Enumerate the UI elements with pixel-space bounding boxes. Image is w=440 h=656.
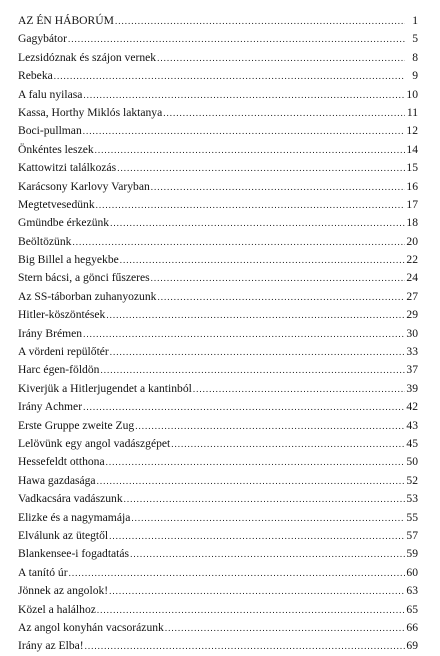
toc-entry-title: Harc égen-földön [18, 363, 100, 377]
dot-leader [68, 30, 405, 48]
toc-entry [18, 178, 418, 196]
toc-entry [18, 417, 418, 435]
toc-entry-title: Lelövünk egy angol vadászgépet [18, 436, 171, 450]
toc-entry-title: Megtetvesedünk [18, 197, 95, 211]
toc-entry [18, 86, 418, 104]
toc-entry-page-number: 30 [406, 326, 418, 340]
dot-leader [165, 619, 405, 637]
toc-entry-title: Elizke és a nagymamája [18, 510, 131, 524]
toc-entry-page-number: 1 [412, 14, 418, 27]
dot-leader [193, 380, 405, 398]
toc-entry [18, 361, 418, 379]
toc-entry [18, 490, 418, 508]
toc-entry-title: Gagybátor [18, 32, 67, 46]
toc-entry-title: Blankensee-i fogadtatás [18, 547, 130, 561]
toc-entry-title: Big Billel a hegyekbe [18, 253, 119, 267]
toc-entry-page-number: 59 [406, 547, 418, 561]
toc-entry [18, 472, 418, 490]
toc-entry-page-number: 42 [406, 400, 418, 414]
toc-entry-title: Stern bácsi, a gönci fűszeres [18, 271, 150, 285]
toc-entry [18, 288, 418, 306]
toc-entry-page-number: 22 [406, 253, 418, 267]
toc-entry [18, 435, 418, 453]
toc-entry-title: Hawa gazdasága [18, 473, 96, 487]
toc-entry [18, 509, 418, 527]
dot-leader [83, 398, 405, 416]
toc-entry-title: Jönnek az angolok! [18, 584, 109, 598]
dot-leader [54, 67, 405, 85]
toc-entry-page-number: 17 [406, 197, 418, 211]
toc-entry-title: Kassa, Horthy Miklós laktanya [18, 105, 163, 119]
toc-entry-page-number: 65 [406, 602, 418, 616]
dot-leader [106, 306, 405, 324]
toc-entry [18, 380, 418, 398]
toc-entry [18, 141, 418, 159]
toc-entry-page-number: 18 [406, 216, 418, 230]
toc-entry-page-number: 53 [406, 492, 418, 506]
toc-entry [18, 196, 418, 214]
dot-leader [69, 564, 405, 582]
toc-entry-page-number: 66 [406, 620, 418, 634]
toc-entry-page-number: 63 [406, 584, 418, 598]
toc-entry-page-number: 57 [406, 528, 418, 542]
toc-entry [18, 233, 418, 251]
dot-leader [163, 104, 405, 122]
toc-entry [18, 453, 418, 471]
toc-entry [18, 122, 418, 140]
toc-entry-page-number: 43 [406, 418, 418, 432]
toc-entry-page-number: 11 [406, 105, 418, 119]
toc-entry-title: Irány Achmer [18, 400, 83, 414]
toc-entry-page-number: 24 [406, 271, 418, 285]
dot-leader [97, 601, 405, 619]
toc-entry-page-number: 50 [406, 455, 418, 469]
dot-leader [135, 417, 405, 435]
toc-entry [18, 104, 418, 122]
toc-entry-title: Karácsony Karlovy Varyban [18, 179, 150, 193]
toc-entry-page-number: 45 [406, 436, 418, 450]
toc-entry-title: Elválunk az ütegtől [18, 528, 109, 542]
dot-leader [95, 141, 405, 159]
toc-entry-title: A tanító úr [18, 565, 68, 579]
toc-entry [18, 306, 418, 324]
toc-entry-page-number: 16 [406, 179, 418, 193]
toc-entry [18, 67, 418, 85]
toc-entry [18, 545, 418, 563]
toc-entry-page-number: 29 [406, 308, 418, 322]
toc-entry [18, 343, 418, 361]
dot-leader [130, 545, 405, 563]
toc-entry-page-number: 52 [406, 473, 418, 487]
dot-leader [96, 196, 405, 214]
toc-entry-page-number: 55 [406, 510, 418, 524]
toc-entry-title: AZ ÉN HÁBORÚM [18, 14, 114, 27]
toc-entry [18, 30, 418, 48]
dot-leader [83, 325, 405, 343]
dot-leader [131, 509, 405, 527]
toc-entry [18, 398, 418, 416]
toc-entry [18, 582, 418, 600]
toc-entry-title: Beöltözünk [18, 234, 72, 248]
toc-entry-title: Kiverjük a Hitlerjugendet a kantinból [18, 381, 192, 395]
dot-leader [83, 86, 405, 104]
toc-entry-title: Önkéntes leszek [18, 142, 94, 156]
toc-entry-title: Rebeka [18, 69, 53, 83]
toc-entry-page-number: 37 [406, 363, 418, 377]
toc-entry-page-number: 33 [406, 345, 418, 359]
toc-entry-page-number: 39 [406, 381, 418, 395]
dot-leader [120, 251, 405, 269]
toc-entry-page-number: 10 [406, 87, 418, 101]
dot-leader [72, 233, 405, 251]
toc-entry-title: Vadkacsára vadászunk [18, 492, 123, 506]
toc-entry-title: A falu nyilasa [18, 87, 83, 101]
dot-leader [97, 472, 405, 490]
toc-entry-page-number: 27 [406, 289, 418, 303]
toc-entry [18, 12, 418, 30]
toc-entry [18, 637, 418, 655]
dot-leader [117, 159, 405, 177]
dot-leader [171, 435, 405, 453]
toc-entry-page-number: 15 [406, 161, 418, 175]
toc-entry-title: Erste Gruppe zweite Zug [18, 418, 135, 432]
dot-leader [110, 343, 405, 361]
dot-leader [110, 214, 405, 232]
toc-entry-title: Az SS-táborban zuhanyozunk [18, 289, 157, 303]
toc-entry-title: Boci-pullman [18, 124, 82, 138]
dot-leader [157, 288, 405, 306]
toc-entry [18, 564, 418, 582]
toc-entry-page-number: 5 [412, 32, 418, 46]
toc-entry-page-number: 12 [406, 124, 418, 138]
toc-entry [18, 159, 418, 177]
toc-entry-title: Irány az Elba! [18, 639, 84, 653]
dot-leader [151, 178, 405, 196]
dot-leader [124, 490, 405, 508]
dot-leader [109, 582, 405, 600]
toc-entry [18, 251, 418, 269]
dot-leader [157, 49, 405, 67]
dot-leader [106, 453, 405, 471]
toc-entry-page-number: 60 [406, 565, 418, 579]
dot-leader [151, 269, 405, 287]
dot-leader [83, 122, 405, 140]
toc-entry-page-number: 14 [406, 142, 418, 156]
toc-entry [18, 527, 418, 545]
toc-entry-title: Közel a halálhoz [18, 602, 96, 616]
dot-leader [100, 361, 405, 379]
toc-entry-page-number: 8 [412, 50, 418, 64]
toc-entry-title: Lezsidóznak és szájon vernek [18, 50, 157, 64]
toc-entry-title: Kattowitzi találkozás [18, 161, 117, 175]
dot-leader [109, 527, 405, 545]
toc-entry-page-number: 20 [406, 234, 418, 248]
toc-entry [18, 619, 418, 637]
toc-entry [18, 214, 418, 232]
toc-entry-title: Irány Brémen [18, 326, 83, 340]
toc-entry [18, 601, 418, 619]
toc-entry [18, 325, 418, 343]
toc-entry-title: Hitler-köszöntések [18, 308, 106, 322]
toc-entry [18, 49, 418, 67]
toc-entry-page-number: 9 [412, 69, 418, 83]
dot-leader [85, 637, 405, 655]
toc-entry-title: Az angol konyhán vacsorázunk [18, 620, 164, 634]
toc-entry-title: A vördeni repülőtér [18, 345, 109, 359]
toc-entry-title: Hessefeldt otthona [18, 455, 105, 469]
dot-leader [115, 12, 405, 30]
toc-entry-page-number: 69 [406, 639, 418, 653]
toc-entry-title: Gmündbe érkezünk [18, 216, 110, 230]
table-of-contents [18, 12, 418, 656]
toc-entry [18, 269, 418, 287]
